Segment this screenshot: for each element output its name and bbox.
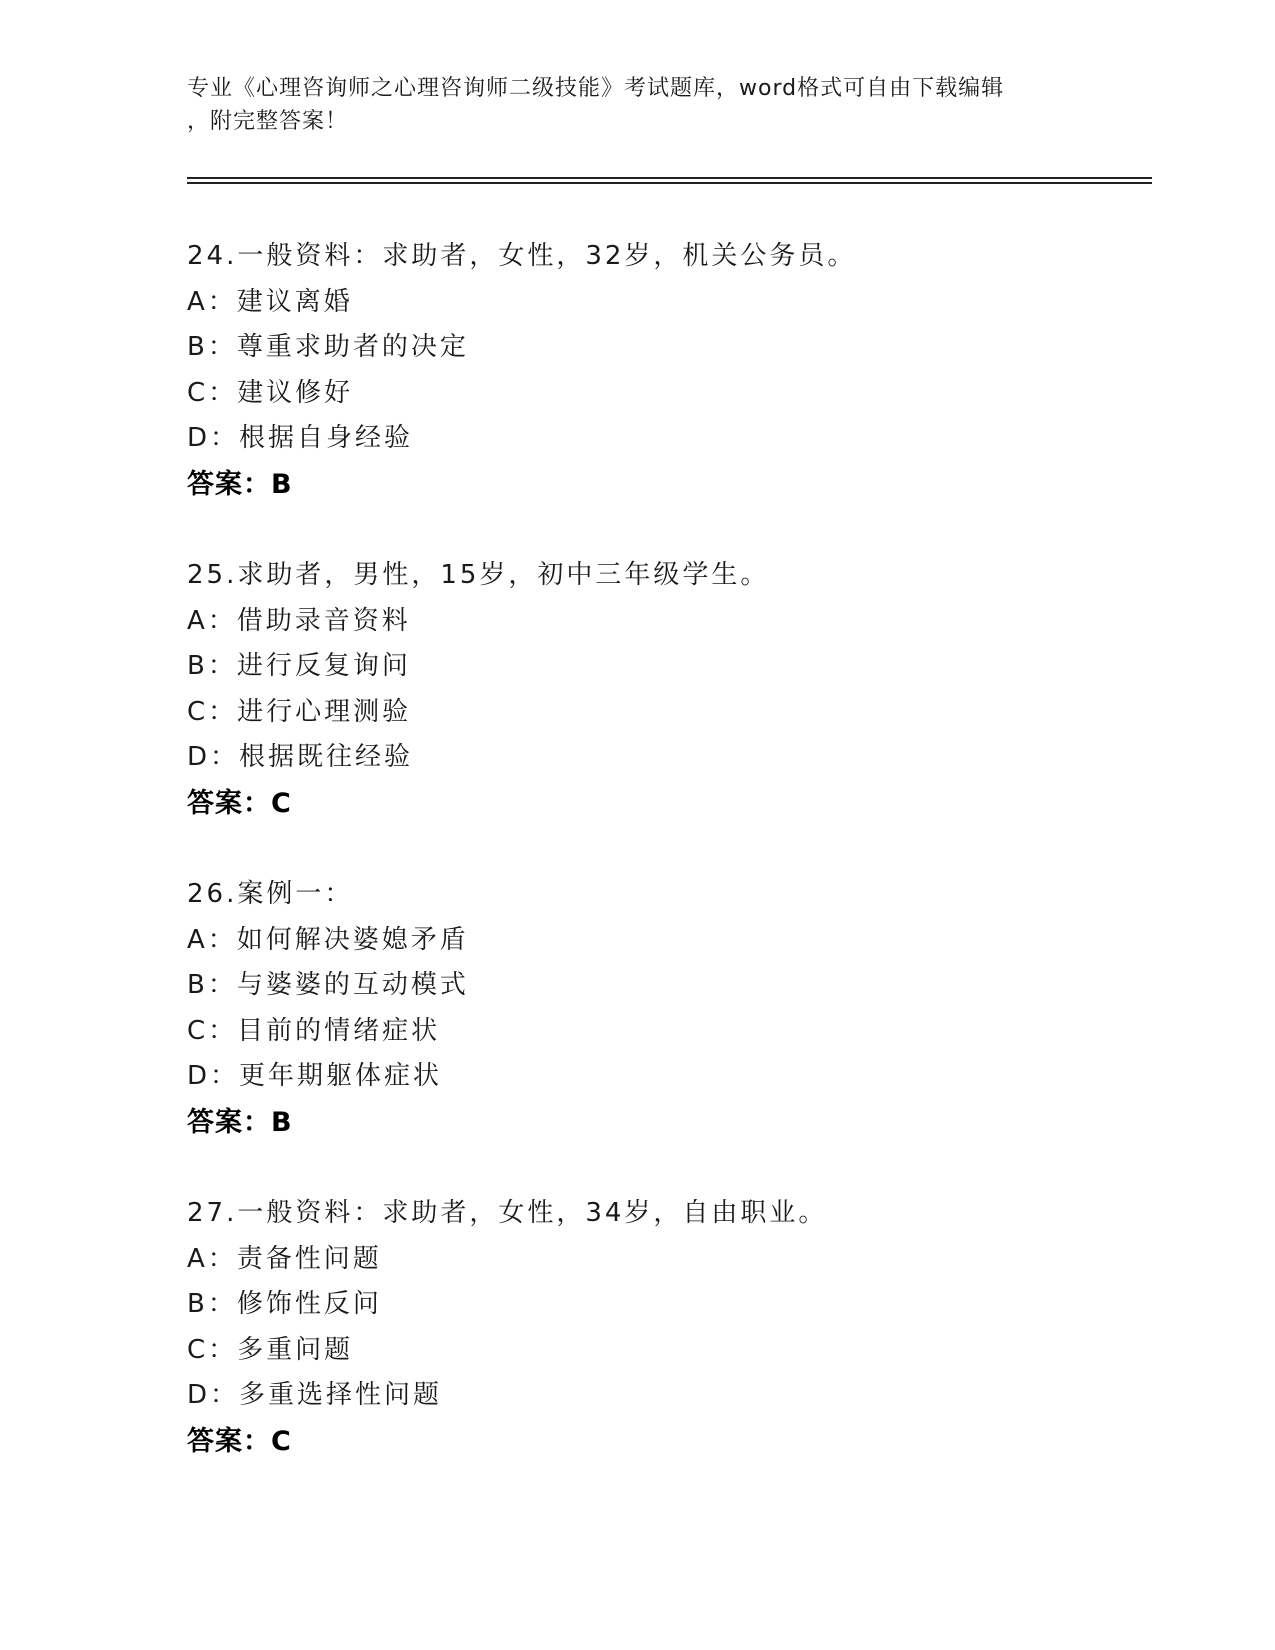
option-a: A：建议离婚 bbox=[187, 286, 353, 317]
answer-line: 答案：B bbox=[187, 468, 293, 500]
option-b: B：尊重求助者的决定 bbox=[187, 332, 469, 362]
question-stem: 27.一般资料：求助者，女性，34岁，自由职业。 bbox=[187, 1198, 828, 1228]
option-d: D：根据既往经验 bbox=[187, 742, 414, 772]
option-c: C：目前的情绪症状 bbox=[187, 1015, 441, 1046]
option-c: C：进行心理测验 bbox=[187, 696, 412, 727]
option-b: B：进行反复询问 bbox=[187, 651, 411, 681]
question-block bbox=[187, 553, 1147, 826]
answer-line: 答案：B bbox=[187, 1106, 293, 1138]
header-line-2: ，附完整答案！ bbox=[187, 109, 349, 134]
option-d: D：根据自身经验 bbox=[187, 423, 414, 453]
header-line-1: 专业《心理咨询师之心理咨询师二级技能》考试题库，word格式可自由下载编辑 bbox=[187, 76, 1005, 101]
option-b: B：与婆婆的互动模式 bbox=[187, 970, 469, 1000]
document-header bbox=[187, 72, 1067, 138]
question-stem: 26.案例一： bbox=[187, 879, 354, 909]
option-a: A：责备性问题 bbox=[187, 1243, 382, 1274]
question-block bbox=[187, 234, 1147, 507]
header-divider-top bbox=[187, 177, 1152, 179]
option-a: A：借助录音资料 bbox=[187, 605, 411, 636]
question-stem: 24.一般资料：求助者，女性，32岁，机关公务员。 bbox=[187, 241, 857, 271]
option-a: A：如何解决婆媳矛盾 bbox=[187, 924, 469, 955]
answer-line: 答案：C bbox=[187, 787, 292, 819]
option-b: B：修饰性反问 bbox=[187, 1289, 382, 1319]
option-c: C：建议修好 bbox=[187, 377, 354, 408]
option-d: D：多重选择性问题 bbox=[187, 1380, 443, 1410]
answer-line: 答案：C bbox=[187, 1425, 292, 1457]
option-d: D：更年期躯体症状 bbox=[187, 1061, 443, 1091]
question-stem: 25.求助者，男性，15岁，初中三年级学生。 bbox=[187, 560, 770, 590]
question-block bbox=[187, 1191, 1147, 1464]
question-block bbox=[187, 872, 1147, 1145]
option-c: C：多重问题 bbox=[187, 1334, 354, 1365]
header-divider-bottom bbox=[187, 182, 1152, 184]
